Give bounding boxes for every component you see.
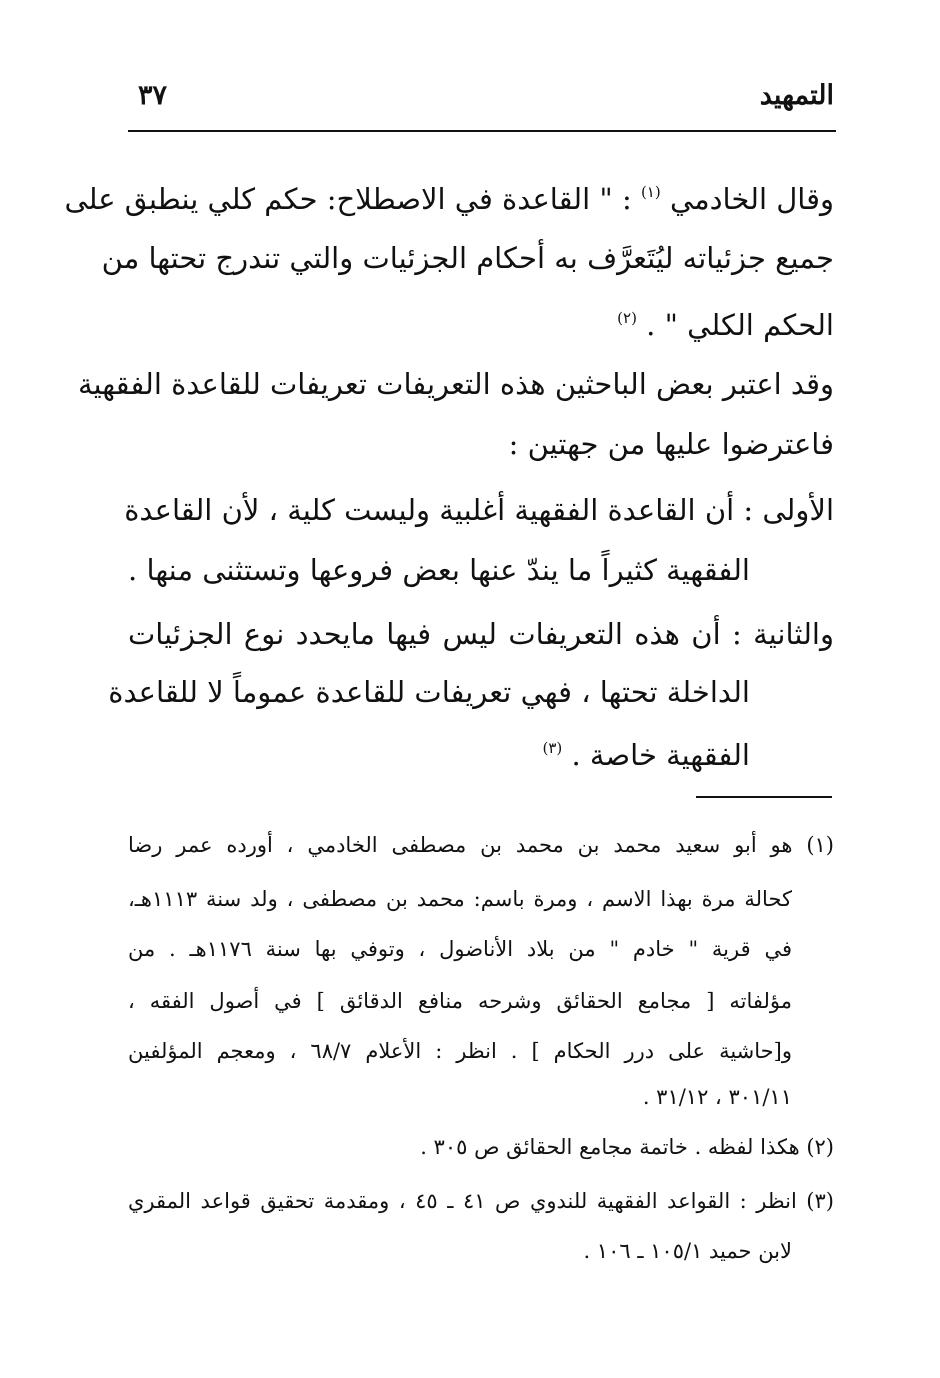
- running-header-title: التمهيد: [759, 80, 834, 111]
- paragraph-1-line-1: [64, 172, 834, 219]
- footnote-ref-2[interactable]: (٢): [617, 309, 637, 327]
- footnote-1-line-5: و[حاشية على درر الحكام ] . انظر : الأعلام ٦٨/٧ ، ومعجم المؤلفين: [128, 1039, 792, 1063]
- footnote-1-line-4: مؤلفاته [ مجامع الحقائق وشرحه منافع الدقائق ] في أصول الفقه ،: [128, 989, 792, 1013]
- paragraph-1-line-1-start: وقال الخادمي: [669, 182, 834, 216]
- footnote-2-line-1: (٢) هكذا لفظه . خاتمة مجامع الحقائق ص ٣٠٥ .: [420, 1135, 834, 1159]
- footnote-3-line-2: لابن حميد ١٠٥/١ ـ ١٠٦ .: [583, 1239, 792, 1263]
- paragraph-1-line-1-end: : " القاعدة في الاصطلاح: حكم كلي ينطبق على: [64, 182, 632, 216]
- footnote-1-line-3: في قرية " خادم " من بلاد الأناضول ، وتوفي بها سنة ١١٧٦هـ . من: [128, 937, 792, 961]
- paragraph-4-line-3-text: الفقهية خاصة .: [571, 738, 750, 772]
- paragraph-3-line-1: الأولى : أن القاعدة الفقهية أغلبية وليست كلية ، لأن القاعدة: [124, 493, 834, 527]
- footnote-3-line-1: (٣) انظر : القواعد الفقهية للندوي ص ٤١ ـ ٤٥ ، ومقدمة تحقيق قواعد المقري: [128, 1189, 834, 1213]
- header-divider: [128, 130, 836, 132]
- paragraph-4-line-2: الداخلة تحتها ، فهي تعريفات للقاعدة عموماً لا للقاعدة: [108, 675, 750, 709]
- footnote-1-line-1: (١) هو أبو سعيد محمد بن محمد بن مصطفى الخادمي ، أورده عمر رضا: [128, 833, 834, 857]
- paragraph-1-line-3-text: الحكم الكلي " .: [646, 308, 834, 342]
- paragraph-1-line-2: جميع جزئياته ليُتَعرَّف به أحكام الجزئيات والتي تندرج تحتها من: [101, 241, 834, 275]
- page-number: ٣٧: [138, 80, 168, 111]
- paragraph-4-line-3: [543, 728, 751, 775]
- footnote-1-line-2: كحالة مرة بهذا الاسم ، ومرة باسم: محمد بن مصطفى ، ولد سنة ١١١٣هـ،: [128, 887, 792, 911]
- footnote-ref-3[interactable]: (٣): [542, 739, 563, 757]
- footnote-divider: [696, 796, 832, 798]
- footnote-1-line-6: ٣٠١/١١ ، ٣١/١٢ .: [642, 1085, 792, 1109]
- paragraph-2-line-2: فاعترضوا عليها من جهتين :: [508, 427, 834, 461]
- paragraph-2-line-1: وقد اعتبر بعض الباحثين هذه التعريفات تعريفات للقاعدة الفقهية: [78, 367, 834, 401]
- paragraph-1-line-3: [617, 298, 834, 345]
- footnote-ref-1[interactable]: (١): [640, 183, 661, 201]
- paragraph-4-line-1: والثانية : أن هذه التعريفات ليس فيها مايحدد نوع الجزئيات: [128, 617, 834, 651]
- paragraph-3-line-2: الفقهية كثيراً ما يندّ عنها بعض فروعها وتستثنى منها .: [128, 553, 750, 587]
